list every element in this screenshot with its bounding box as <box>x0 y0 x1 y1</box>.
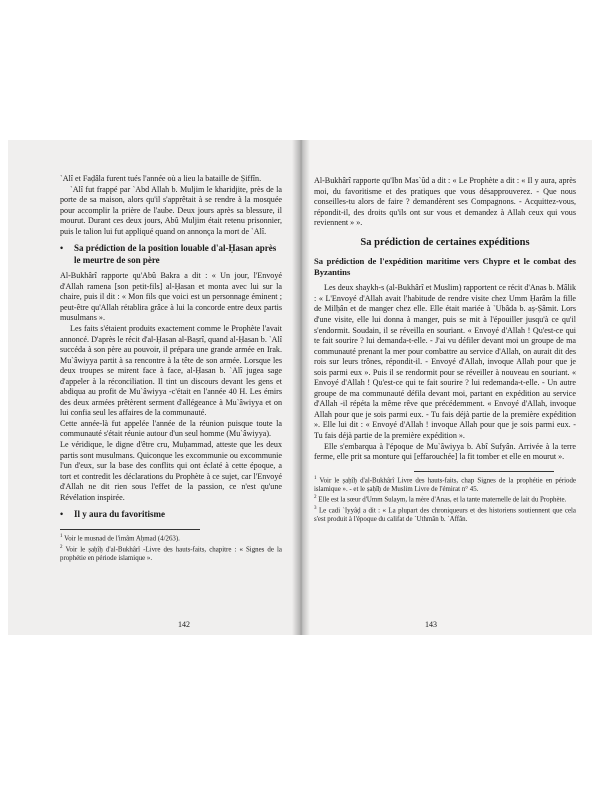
footnote: $^1$ Voir le ṣaḥîḥ d'al-Bukhârî Livre des hauts-faits, chap Signes de la prophétie en période islamique ». - et le ṣaḥîḥ de Muslim Livre de l'émirat n° 45. <box>314 475 576 493</box>
footnote: $^2$ Voir le ṣaḥîḥ d'al-Bukhârî -Livre des hauts-faits, chapitre : « Signes de la prophétie en période islamique ». <box>60 544 282 562</box>
footnote: $^3$ Le cadi `Iyyâḍ a dit : « La plupart des chroniqueurs et des historiens soutiennent que cela s'est produit à l'époque du califat de `Uthmân b. `Affân. <box>314 506 576 523</box>
bullet-icon: • <box>60 509 64 520</box>
open-book <box>8 140 592 635</box>
bullet-icon: • <box>60 243 64 254</box>
page-number: 143 <box>425 620 437 629</box>
footnote-divider <box>414 471 554 472</box>
paragraph: `Alî et Faḍâla furent tués l'année où a lieu la bataille de Ṣiffîn. <box>60 174 262 183</box>
footnote: $^1$ Voir le musnad de l'imâm Aḥmad (4/263). <box>60 533 180 543</box>
left-page <box>8 140 300 635</box>
paragraph: Cette année-là fut appelée l'année de la réunion puisque toute la communauté s'était réunie autour d'un seul homme (Mu`âwiyya). <box>60 418 282 439</box>
paragraph: Le véridique, le digne d'être cru, Muḥammad, atteste que les deux partis sont musulmans. Quiconque les excommunie ou excommunie l'un d'eux, sur la base des conflits qui ont éclaté à cette époque, a tort et contredit les déclarations du Prophète à ce sujet, car l'Envoyé d'Allah ne dit rien sous l'effet de la passion, ce n'est qu'une Révélation inspirée. <box>60 440 282 502</box>
paragraph: `Alî fut frappé par `Abd Allah b. Muljim le kharidjite, près de la porte de sa maison, alors qu'il s'apprêtait à se rendre à la mosquée pour accomplir la prière de l'aube. Deux jours après sa blessure, il mourut. Durant ces deux jours, Abû Muljim était retenu prisonnier, puis le talion lui fut appliqué quand on annonça la mort de `Alî. <box>60 184 282 236</box>
section-heading: Sa prédiction de certaines expéditions <box>360 236 530 248</box>
footnote: $^2$ Elle est la sœur d'Umm Sulaym, la mère d'Anas, et la tante maternelle de lait du Prophète. <box>314 495 567 504</box>
paragraph: Elle s'embarqua à l'époque de Mu`âwiyya b. Abî Sufyân. Arrivée à la terre ferme, elle prit sa monture qui [effarouchée] la fit tomber et elle en mourut ». <box>314 441 576 462</box>
page-number: 142 <box>178 620 190 629</box>
paragraph: Les faits s'étaient produits exactement comme le Prophète l'avait annoncé. D'après le récit d'al-Ḥasan al-Baṣrî, quand al-Ḥasan b. `Alî succéda à son père au pouvoir, il prépara une grande armée en Irak. Mu`âwiyya partit à sa rencontre à la tête de son armée. Lorsque les deux troupes se mirent face à face, al-Ḥasan b. `Alî jugea sage d'appeler à la réconciliation. Il tint un discours devant les gens et abdiqua au profit de Mu`âwiyya -c'était en l'année 40 H. Les émirs des deux armées prêtèrent serment d'allégeance à Mu`âwiyya et on lui confia seul les affaires de la communauté. <box>60 324 282 418</box>
section-heading: • Sa prédiction de la position louable d'al-Ḥasan après le meurtre de son père <box>60 243 277 265</box>
paragraph: Les deux shaykh-s (al-Bukhârî et Muslim) rapportent ce récit d'Anas b. Mâlik : « L'Envoyé d'Allah avait l'habitude de rendre visite chez Umm Ḥarâm la fille de Milḥân et de manger chez elle. Elle était mariée à `Ubâda b. aṣ-Ṣâmit. Lors d'une visite, elle lui donna à manger, puis se mit à l'épouiller jusqu'à ce qu'il s'endormit. Soudain, il se réveilla en souriant. « Envoyé d'Allah ! Qu'est-ce qui te fait sourire ? lui demanda-t-elle. - J'ai vu défiler devant moi un groupe de ma communauté prenant la mer pour combattre au service d'Allah, on aurait dit des rois sur leurs trônes, répondit-il. - Envoyé d'Allah, invoque Allah pour que je sois parmi eux ». Puis il se rendormit pour se réveiller à nouveau en souriant. « Envoyé d'Allah ! Qu'est-ce qui te fait sourire ? lui redemanda-t-elle. - Un autre groupe de ma communauté défila devant moi, partant en expédition au service d'Allah -il répéta la même rêve que précédemment. « Envoyé d'Allah, invoque Allah pour que je sois parmi eux. - Tu fais déjà partie de la première expédition ». Elle lui dit : « Envoyé d'Allah ! invoque Allah pour que je sois parmi eux. - Tu fais déjà partie de la première expédition ». <box>314 283 576 440</box>
paragraph: Al-Bukhârî rapporte qu'Ibn Mas`ûd a dit : « Le Prophète a dit : « Il y aura, après moi, du favoritisme et des pratiques que vous désapprouverez. - Que nous conseilles-tu alors de faire ? demandèrent ses Compagnons. - Acquittez-vous, répondit-il, des droits qu'ils ont sur vous et demandez à Allah ceux qui vous reviennent » ». <box>314 176 576 228</box>
footnote-divider <box>60 529 200 530</box>
book-gutter <box>292 140 310 635</box>
right-page <box>300 140 592 635</box>
section-heading: • Il y aura du favoritisme <box>60 509 165 520</box>
subsection-heading: Sa prédiction de l'expédition maritime vers Chypre et le combat des Byzantins <box>314 255 576 277</box>
paragraph: Al-Bukhârî rapporte qu'Abû Bakra a dit : « Un jour, l'Envoyé d'Allah ramena [son petit-fils] al-Ḥasan et monta avec lui sur la chaire, puis il dit : « Mon fils que voici est un personnage éminent ; peut-être qu'Allah rétablira grâce à lui la concorde entre deux partis musulmans ». <box>60 271 282 323</box>
